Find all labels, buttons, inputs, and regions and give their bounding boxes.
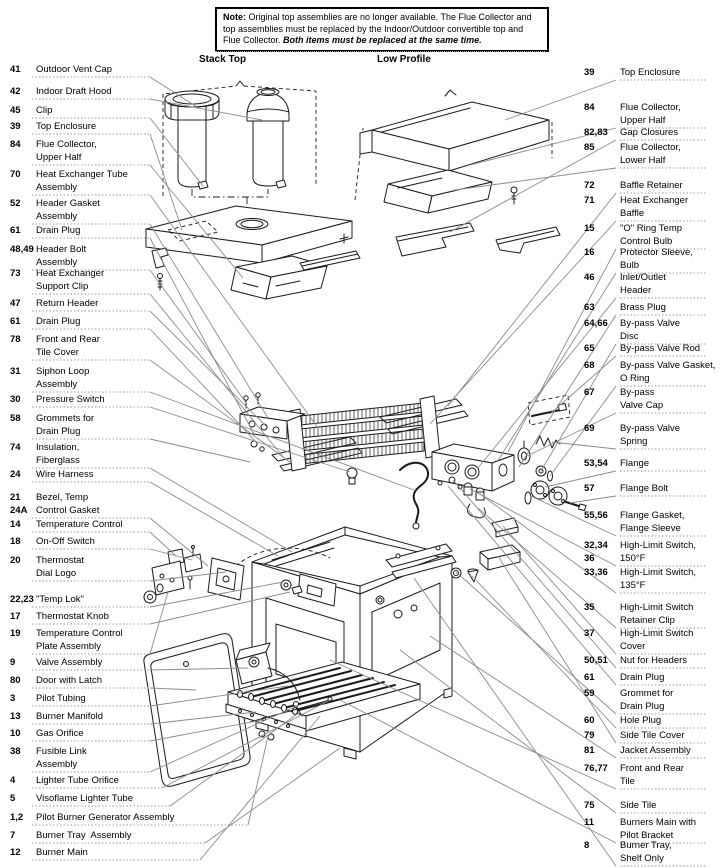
part-label [10, 85, 112, 98]
part-name: Brass Plug [620, 302, 666, 313]
part-name: Valve Assembly [36, 657, 103, 668]
part-number: 39 [584, 67, 595, 78]
part-label [10, 412, 94, 438]
part-label [584, 601, 693, 627]
part-number: 78 [10, 334, 21, 345]
part-name: High-Limit Switch, 150°F [620, 540, 697, 564]
part-number: 47 [10, 298, 21, 309]
part-number: 18 [10, 536, 21, 547]
part-label [10, 593, 84, 606]
part-number: 33,36 [584, 567, 608, 578]
part-number: 22,23 [10, 594, 34, 605]
part-number: 7 [10, 830, 16, 841]
note-prefix: Note: [223, 12, 246, 22]
part-name: Front and Rear Tile [620, 763, 684, 787]
part-number: 81 [584, 745, 595, 756]
part-name: Header Gasket Assembly [36, 198, 100, 222]
note-emphasis: Both items must be replaced at the same time. [283, 35, 482, 45]
part-label [584, 317, 680, 343]
part-number: 14 [10, 519, 21, 530]
leader-line [150, 439, 250, 462]
leader-line [150, 134, 182, 230]
part-label [10, 554, 84, 580]
part-label [10, 243, 86, 269]
part-number: 5 [10, 793, 16, 804]
grommet [451, 568, 461, 578]
part-label [584, 671, 664, 684]
part-label [10, 224, 80, 237]
part-name: Inlet/Outlet Header [620, 272, 666, 296]
part-label [10, 468, 94, 481]
part-number: 68 [584, 360, 595, 371]
part-number: 15 [584, 223, 595, 234]
part-label [10, 441, 80, 467]
part-label [584, 422, 680, 448]
part-number: 45 [10, 105, 21, 116]
low-profile-assembly [300, 90, 560, 270]
part-number: 76,77 [584, 763, 608, 774]
part-label [10, 535, 95, 548]
part-name: Flue Collector, Upper Half [620, 102, 681, 126]
part-number: 70 [10, 169, 21, 180]
part-number: 21 24A [10, 492, 28, 516]
part-label [10, 491, 99, 517]
part-number: 13 [10, 711, 21, 722]
part-name: High-Limit Switch Cover [620, 628, 694, 652]
part-name: Pilot Tubing [36, 693, 86, 704]
part-name: By-pass Valve Gasket, O Ring [620, 360, 716, 384]
part-label [584, 744, 691, 757]
inlet-outlet-header [432, 444, 514, 491]
leader-line [248, 736, 268, 825]
part-number: 58 [10, 413, 21, 424]
part-name: By-pass Valve Cap [620, 387, 664, 411]
part-name: Thermostat Dial Logo [36, 555, 85, 579]
part-label [10, 333, 100, 359]
part-number: 71 [584, 195, 595, 206]
part-number: 46 [584, 272, 595, 283]
thermostat-bezel [208, 558, 244, 600]
part-label [584, 66, 680, 79]
side-tile-cover [480, 545, 520, 570]
part-label [584, 194, 688, 220]
part-name: Visoflame Lighter Tube [36, 793, 133, 804]
part-name: Top Enclosure [36, 121, 97, 132]
part-number: 72 [584, 180, 595, 191]
part-number: 67 [584, 387, 595, 398]
part-label [584, 271, 666, 297]
part-number: 9 [10, 657, 16, 668]
part-label [584, 839, 672, 865]
part-name: On-Off Switch [36, 536, 95, 547]
part-name: "Temp Lok" [36, 594, 84, 605]
part-name: Return Header [36, 298, 99, 309]
part-number: 57 [584, 483, 595, 494]
part-name: Thermostat Knob [36, 611, 109, 622]
part-label [584, 101, 681, 127]
part-label [10, 846, 88, 859]
note-rule [215, 51, 545, 52]
part-number: 31 [10, 366, 21, 377]
part-name: By-pass Valve Spring [620, 423, 681, 447]
part-name: Heat Exchanger Baffle [620, 195, 689, 219]
part-label [584, 799, 656, 812]
part-name: By-pass Valve Disc [620, 318, 681, 342]
part-name: Drain Plug [36, 225, 81, 236]
part-label [10, 393, 105, 406]
header-low-profile: Low Profile [377, 54, 431, 65]
part-number: 19 [10, 628, 21, 639]
part-number: 84 [584, 102, 595, 113]
part-label [10, 774, 119, 787]
part-label [10, 138, 97, 164]
part-name: Bezel, Temp Control Gasket [36, 492, 100, 516]
part-name: Flue Collector, Upper Half [36, 139, 97, 163]
part-label [584, 509, 684, 535]
part-number: 80 [10, 675, 21, 686]
part-name: Pilot Burner Generator Assembly [36, 812, 175, 823]
hole-plug [468, 569, 478, 582]
part-name: Temperature Control [36, 519, 123, 530]
note-body: Original top assemblies are no longer available. The Flue Collector and top assemblies must be replaced by the Indoor/Outdoor convertible top and Flue Collector. [223, 12, 532, 45]
siphon-loop [400, 463, 428, 522]
part-name: Fusible Link Assembly [36, 746, 87, 770]
part-name: Flange [620, 458, 650, 469]
part-name: Door with Latch [36, 675, 103, 686]
part-number: 10 [10, 728, 21, 739]
part-label [584, 359, 715, 385]
part-name: High-Limit Switch Retainer Clip [620, 602, 694, 626]
leader-line [150, 482, 278, 556]
part-name: Burner Tray Assembly [36, 830, 132, 841]
part-name: Insulation, Fiberglass [36, 442, 80, 466]
part-number: 37 [584, 628, 595, 639]
part-name: Flange Bolt [620, 483, 669, 494]
on-off-switch [184, 554, 202, 572]
part-label [584, 687, 673, 713]
part-label [10, 710, 103, 723]
part-label [10, 745, 87, 771]
part-name: Burner Manifold [36, 711, 104, 722]
leader-line [340, 700, 616, 843]
part-name: Side Tile [620, 800, 657, 811]
part-name: Gap Closures [620, 127, 679, 138]
part-name: Burner Tray, Shelf Only [620, 840, 672, 864]
part-number: 74 [10, 442, 21, 453]
flange-parts [531, 481, 586, 511]
part-number: 61 [10, 316, 21, 327]
part-name: Pressure Switch [36, 394, 105, 405]
gas-valve [236, 643, 272, 684]
part-label [584, 457, 649, 470]
part-name: Clip [36, 105, 53, 116]
part-label [584, 566, 696, 592]
part-number: 20 [10, 555, 21, 566]
part-number: 65 [584, 343, 595, 354]
part-name: Header Bolt Assembly [36, 244, 87, 268]
part-label [10, 365, 89, 391]
part-name: High-Limit Switch, 135°F [620, 567, 697, 591]
part-number: 48,49 [10, 244, 34, 255]
part-number: 42 [10, 86, 21, 97]
part-number: 63 [584, 302, 595, 313]
part-label [584, 301, 666, 314]
part-name: Jacket Assembly [620, 745, 691, 756]
part-label [584, 342, 700, 355]
part-name: Front and Rear Tile Cover [36, 334, 100, 358]
part-number: 85 [584, 142, 595, 153]
part-name: Siphon Loop Assembly [36, 366, 90, 390]
part-name: Outdoor Vent Cap [36, 64, 113, 75]
heat-exchanger-assembly [240, 393, 586, 537]
part-number: 17 [10, 611, 21, 622]
part-number: 39 [10, 121, 21, 132]
part-name: Gas Orifice [36, 728, 84, 739]
part-label [584, 126, 678, 139]
part-name: Temperature Control Plate Assembly [36, 628, 123, 652]
part-name: Lighter Tube Orifice [36, 775, 119, 786]
part-name: Baffle Retainer [620, 180, 683, 191]
part-label [10, 267, 104, 293]
part-label [10, 656, 102, 669]
part-number: 3 [10, 693, 16, 704]
part-name: By-pass Valve Rod [620, 343, 701, 354]
part-number: 69 [584, 423, 595, 434]
part-number: 52 [10, 198, 21, 209]
part-label [584, 246, 693, 272]
part-name: Burners Main with Pilot Bracket [620, 817, 697, 841]
flue-collector-lower-half [384, 170, 492, 213]
part-name: Indoor Draft Hood [36, 86, 112, 97]
part-name: Nut for Headers [620, 655, 688, 666]
part-label [10, 692, 86, 705]
part-number: 16 [584, 247, 595, 258]
part-number: 38 [10, 746, 21, 757]
part-name: Grommets for Drain Plug [36, 413, 95, 437]
part-name: Burner Main [36, 847, 88, 858]
part-label [584, 762, 684, 788]
part-number: 41 [10, 64, 21, 75]
part-number: 64,66 [584, 318, 608, 329]
part-name: Flange Gasket, Flange Sleeve [620, 510, 685, 534]
part-name: Hole Plug [620, 715, 662, 726]
part-number: 50,51 [584, 655, 608, 666]
part-number: 12 [10, 847, 21, 858]
part-name: Side Tile Cover [620, 730, 685, 741]
part-label [10, 829, 132, 842]
part-number: 59 [584, 688, 595, 699]
part-name: "O" Ring Temp Control Bulb [620, 223, 683, 247]
part-name: Grommet for Drain Plug [620, 688, 674, 712]
part-number: 82,83 [584, 127, 608, 138]
part-number: 61 [584, 672, 595, 683]
part-number: 24 [10, 469, 21, 480]
part-name: Wire Harness [36, 469, 94, 480]
part-label [584, 482, 668, 495]
part-name: Drain Plug [620, 672, 665, 683]
part-label [10, 315, 80, 328]
part-name: Top Enclosure [620, 67, 681, 78]
part-label [10, 518, 123, 531]
pressure-switch [347, 468, 357, 484]
indoor-draft-hood [247, 89, 289, 189]
part-label [584, 714, 661, 727]
part-number: 73 [10, 268, 21, 279]
part-name: Flue Collector, Lower Half [620, 142, 681, 166]
part-name: Protector Sleeve, Bulb [620, 247, 693, 271]
part-number: 75 [584, 800, 595, 811]
part-number: 11 [584, 817, 595, 828]
part-label [584, 222, 682, 248]
part-label [10, 297, 98, 310]
part-number: 35 [584, 602, 595, 613]
part-number: 79 [584, 730, 595, 741]
note-box [215, 7, 549, 52]
part-label [10, 674, 102, 687]
part-name: Heat Exchanger Support Clip [36, 268, 105, 292]
part-label [584, 141, 681, 167]
part-label [10, 792, 133, 805]
part-label [584, 729, 684, 742]
part-label [10, 610, 109, 623]
low-profile-top-enclosure [360, 102, 549, 171]
part-label [10, 727, 84, 740]
part-name: Heat Exchanger Tube Assembly [36, 169, 128, 193]
leader-line [150, 468, 292, 552]
part-label [584, 654, 687, 667]
part-label [10, 197, 100, 223]
part-label [10, 120, 96, 133]
header-stack-top: Stack Top [199, 54, 247, 65]
part-label [10, 63, 112, 76]
part-number: 30 [10, 394, 21, 405]
part-number: 61 [10, 225, 21, 236]
part-number: 32,34 36 [584, 540, 608, 564]
leader-line [150, 311, 266, 426]
leader-line [150, 294, 284, 458]
part-label [10, 168, 128, 194]
part-label [584, 179, 683, 192]
leader-line [570, 496, 616, 503]
part-name: Drain Plug [36, 316, 81, 327]
part-label [584, 539, 696, 565]
part-number: 60 [584, 715, 595, 726]
thermostat-knob [144, 591, 156, 603]
part-number: 55,56 [584, 510, 608, 521]
heat-exchanger-tubes [286, 396, 440, 471]
part-number: 1,2 [10, 812, 24, 823]
outdoor-vent-cap [165, 91, 219, 189]
part-number: 4 [10, 775, 16, 786]
part-label [10, 627, 123, 653]
part-label [10, 104, 52, 117]
part-label [10, 811, 174, 824]
part-label [584, 627, 693, 653]
part-number: 53,54 [584, 458, 608, 469]
part-number: 8 [584, 840, 590, 851]
part-number: 84 [10, 139, 21, 150]
part-label [584, 386, 663, 412]
